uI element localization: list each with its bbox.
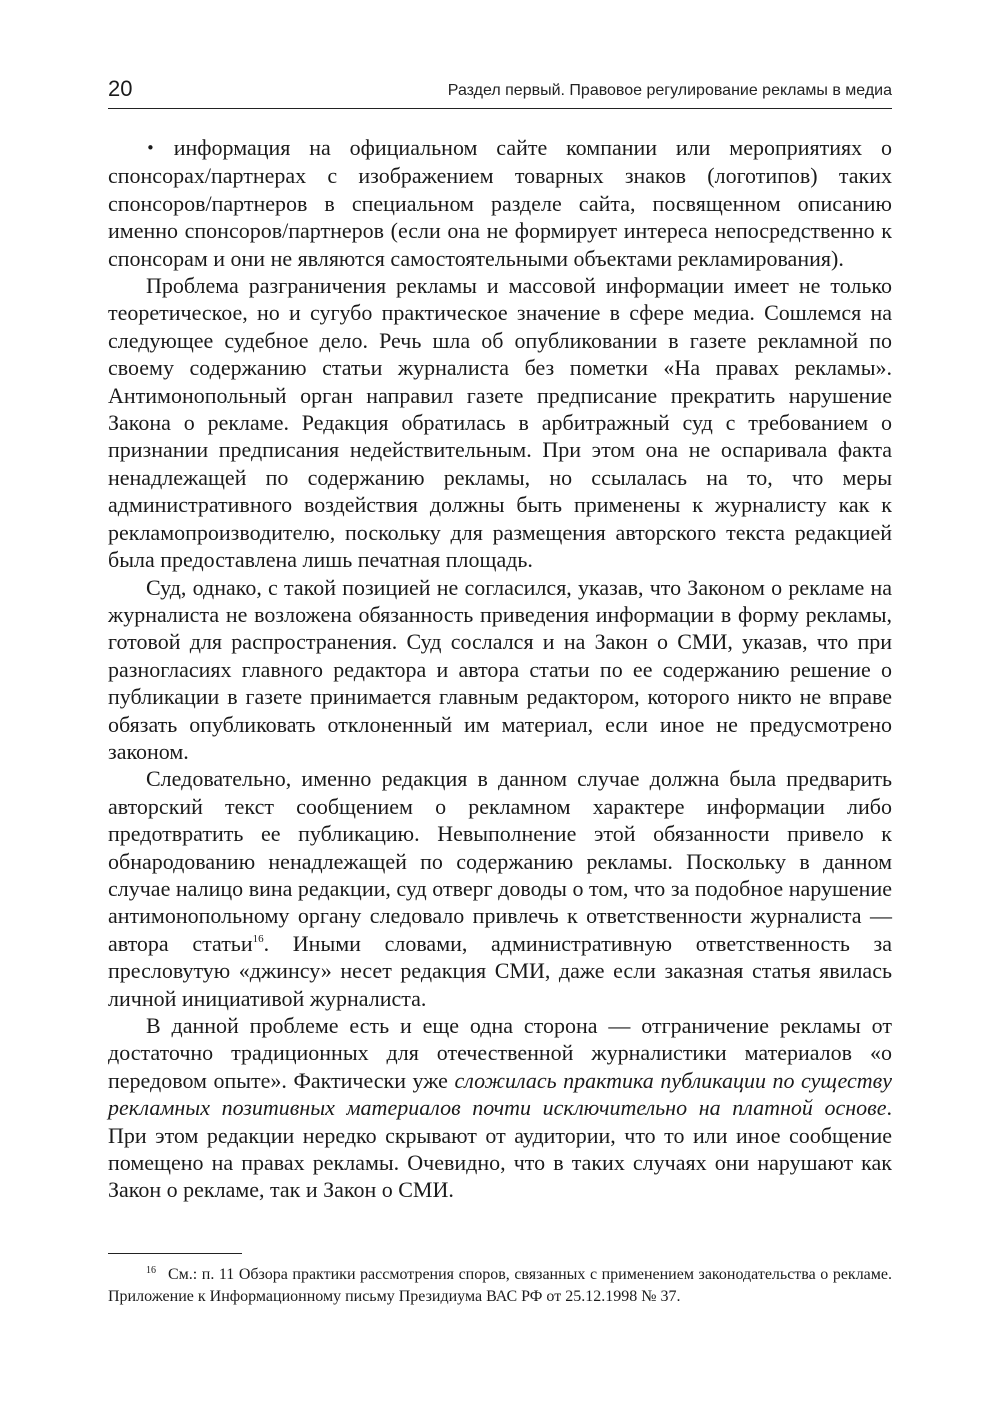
paragraph-4-part-b: . При этом редакции нередко скрывают от аудитории, что то или иное сообщение помещено на правах рекламы. Очевидно, что в таких случаях они нарушают как Закон о рекламе, так и Закон о СМИ. — [108, 1095, 892, 1203]
footnote — [108, 1264, 892, 1308]
footnote-text: См.: п. 11 Обзора практики рассмотрения споров, связанных с применением законодательства о рекламе. Приложение к Информационному письму Президиума ВАС РФ от 25.12.1998 № 37. — [108, 1266, 892, 1305]
page-number: 20 — [108, 76, 133, 101]
paragraph-2: Суд, однако, с такой позицией не согласился, указав, что Законом о рекламе на журналиста не возложена обязанность приведения информации в форму рекламы, готовой для распространения. Суд сослался и на Закон о СМИ, указав, что при разногласиях главного редактора и автора статьи по ее содержанию решение о публикации в газете принимается главным редактором, которого никто не вправе обязать опубликовать отклоненный им материал, если иное не предусмотрено законом. — [108, 574, 892, 764]
paragraph-3 — [108, 765, 892, 1012]
paragraph-3-part-a: Следовательно, именно редакция в данном случае должна была предварить авторский текст сообщением о рекламном характере информации либо предотвратить ее публикацию. Невыполнение этой обязанности привело к обнародованию ненадлежащей по содержанию рекламы. Поскольку в данном случае налицо вина редакции, суд отверг доводы о том, что за подобное нарушение антимонопольному органу следовало привлечь к ответственности журналиста — автора статьи — [108, 766, 892, 956]
bullet-icon: • — [146, 139, 155, 157]
running-head: Раздел первый. Правовое регулирование рекламы в медиа — [447, 82, 892, 99]
body-text — [108, 134, 892, 1204]
footnote-divider — [108, 1253, 242, 1254]
page-header — [108, 72, 892, 109]
bullet-text: информация на официальном сайте компании или мероприятиях о спонсорах/партнерах с изображением товарных знаков (логотипов) таких спонсоров/партнеров в специальном разделе сайта, посвященном описанию именно спонсоров/партнеров (если она не формирует интереса непосредственно к спонсорам и они не являются самостоятельными объектами рекламирования). — [108, 135, 892, 271]
paragraph-4-part-a: В данной проблеме есть и еще одна сторона — отграничение рекламы от достаточно традиционных для отечественной журналистики материалов «о передовом опыте». Фактически уже — [108, 1013, 892, 1093]
paragraph-4 — [108, 1012, 892, 1204]
paragraph-4-emphasis: сложилась практика публикации по существу рекламных позитивных материалов почти исключительно на платной основе — [108, 1067, 892, 1121]
bullet-item — [108, 134, 892, 272]
footnote-reference: 16 — [252, 932, 264, 945]
paragraph-1: Проблема разграничения рекламы и массовой информации имеет не только теоретическое, но и сугубо практическое значение в сфере медиа. Сошлемся на следующее судебное дело. Речь шла об опубликовании в газете рекламной по своему содержанию статьи журналиста без пометки «На правах рекламы». Антимонопольный орган направил газете предписание прекратить нарушение Закона о рекламе. Редакция обратилась в арбитражный суд с требованием о признании предписания недействительным. При этом она не оспаривала факта ненадлежащей по содержанию рекламы, но ссылалась на то, что меры административного воздействия должны быть применены к журналисту как к рекламопроизводителю, поскольку для размещения авторского текста редакцией была предоставлена лишь печатная площадь. — [108, 273, 892, 573]
footnote-number: 16 — [146, 1265, 156, 1276]
paragraph-3-part-b: . Иными словами, административную ответственность за пресловутую «джинсу» несет редакция СМИ, даже если заказная статья явилась личной инициативой журналиста. — [108, 930, 892, 1011]
